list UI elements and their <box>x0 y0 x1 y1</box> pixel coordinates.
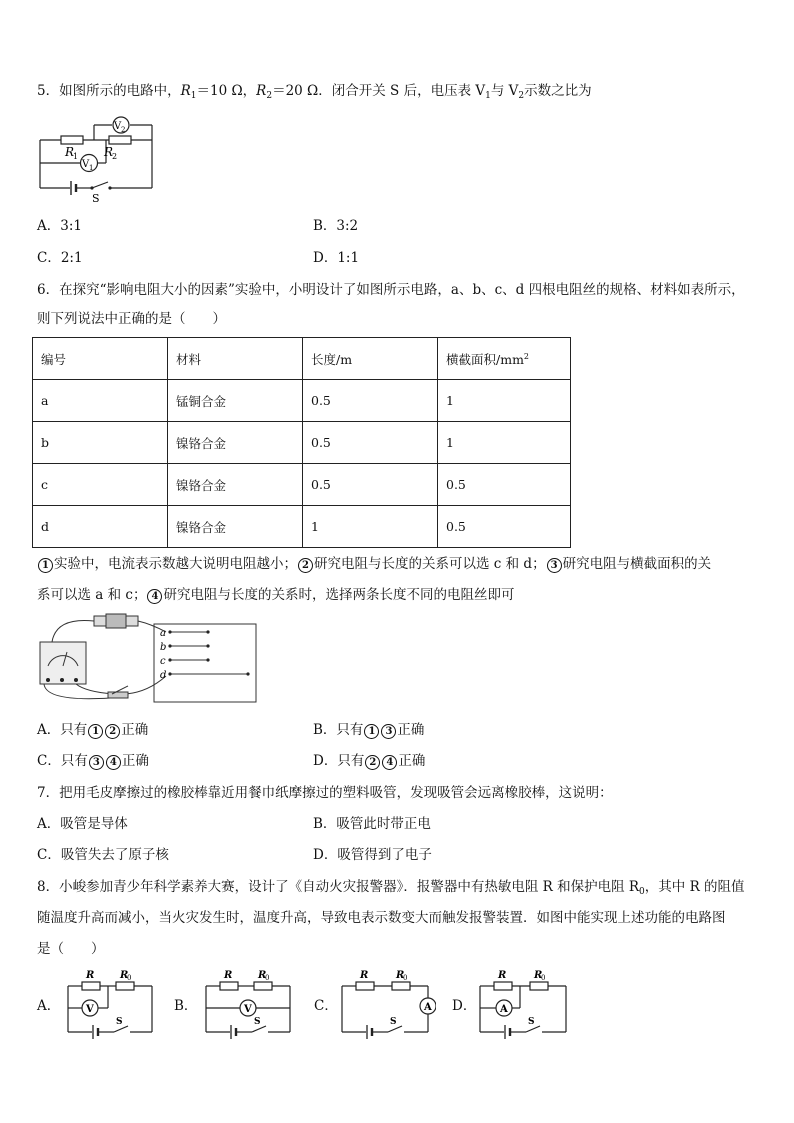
svg-text:R: R <box>120 970 129 981</box>
svg-text:R: R <box>224 970 233 981</box>
q6-wire-label-b: b <box>160 642 167 653</box>
q5-option-b[interactable]: B．3:2 <box>313 218 359 234</box>
q7-stem: 7．把用毛皮摩擦过的橡胶棒靠近用餐巾纸摩擦过的塑料吸管，发现吸管会远离橡胶棒，这说明： <box>37 785 613 801</box>
svg-text:V: V <box>86 1004 94 1015</box>
q8-stem-line3: 是（ ） <box>37 941 105 957</box>
table-header: 横截面积$/mm^2$ <box>438 338 571 380</box>
table-cell: 1 <box>438 422 571 464</box>
svg-text:S: S <box>390 1017 397 1027</box>
table-cell: 0.5 <box>303 464 438 506</box>
q5-label-r1: R <box>65 145 75 159</box>
q8-option-c-circuit[interactable] <box>336 962 436 1046</box>
table-cell: 0.5 <box>303 380 438 422</box>
table-cell: 镍铬合金 <box>168 422 303 464</box>
svg-text:1: 1 <box>73 152 79 161</box>
svg-text:A: A <box>424 1002 432 1013</box>
table-row <box>33 422 571 464</box>
q8-option-b-circuit[interactable] <box>200 962 296 1046</box>
q6-experiment-figure <box>36 612 262 712</box>
q6-spec-table <box>32 337 571 548</box>
table-cell: 锰铜合金 <box>168 380 303 422</box>
table-cell: 1 <box>438 380 571 422</box>
q6-option-d[interactable]: D．只有 2 4 正确 <box>313 753 426 769</box>
q5-label-v2: V <box>114 121 122 132</box>
table-cell: d <box>33 506 168 548</box>
q6-wire-label-a: a <box>160 628 166 639</box>
q8-option-d-circuit[interactable] <box>474 962 574 1046</box>
svg-text:0: 0 <box>127 974 132 982</box>
table-cell: 镍铬合金 <box>168 464 303 506</box>
q5-stem: 5．如图所示的电路中，$R_1=10$ Ω，$R_2=20$ Ω．闭合开关 S 后，电压表 $V_1$与 $V_2$示数之比为 <box>37 83 592 101</box>
q8-option-b-label[interactable]: B． <box>174 998 198 1014</box>
svg-text:1: 1 <box>89 164 94 172</box>
table-cell: 镍铬合金 <box>168 506 303 548</box>
table-cell: 0.5 <box>303 422 438 464</box>
q5-circuit-figure <box>34 113 158 203</box>
q5-option-c[interactable]: C．2:1 <box>37 250 83 266</box>
svg-text:R: R <box>498 970 507 981</box>
q8-option-d-label[interactable]: D． <box>452 998 477 1014</box>
q5-label-v1: V <box>82 159 90 170</box>
table-row <box>33 464 571 506</box>
table-header: 长度/m <box>303 338 438 380</box>
q8-option-a-label[interactable]: A． <box>37 998 61 1014</box>
svg-text:R: R <box>534 970 543 981</box>
table-cell: 1 <box>303 506 438 548</box>
q8-option-c-label[interactable]: C． <box>314 998 338 1014</box>
svg-text:0: 0 <box>265 974 270 982</box>
svg-text:S: S <box>528 1017 535 1027</box>
table-cell: c <box>33 464 168 506</box>
svg-text:0: 0 <box>403 974 408 982</box>
table-header: 材料 <box>168 338 303 380</box>
q6-option-b[interactable]: B．只有 1 3 正确 <box>313 722 425 738</box>
q5-option-d[interactable]: D．1:1 <box>313 250 360 266</box>
q5-option-a[interactable]: A．3:1 <box>37 218 82 234</box>
table-row <box>33 380 571 422</box>
q6-stem-line2: 则下列说法中正确的是（ ） <box>37 311 226 327</box>
q5-resistor-r1 <box>61 136 83 144</box>
q7-option-a[interactable]: A．吸管是导体 <box>37 816 128 832</box>
table-cell: b <box>33 422 168 464</box>
table-header: 编号 <box>33 338 168 380</box>
table-cell: 0.5 <box>438 506 571 548</box>
svg-text:S: S <box>116 1017 123 1027</box>
q6-option-a[interactable]: A．只有 1 2 正确 <box>37 722 149 738</box>
q6-statements-line1: 1 实验中，电流表示数越大说明电阻越小； 2 研究电阻与长度的关系可以选 c 和 d； 3 研究电阻与横截面积的关 <box>37 555 711 573</box>
q8-stem-line1: 8．小峻参加青少年科学素养大赛，设计了《自动火灾报警器》．报警器中有热敏电阻 R 和保护电阻 $R_0$，其中 R 的阻值 <box>37 879 745 897</box>
svg-text:R: R <box>258 970 267 981</box>
table-cell: 0.5 <box>438 464 571 506</box>
q8-stem-line2: 随温度升高而减小，当火灾发生时，温度升高，导致电表示数变大而触发报警装置．如图中能实现上述功能的电路图 <box>37 910 726 926</box>
svg-text:A: A <box>500 1004 508 1015</box>
q6-wire-label-c: c <box>160 656 166 667</box>
svg-text:2: 2 <box>112 152 118 161</box>
q7-option-d[interactable]: D．吸管得到了电子 <box>313 847 432 863</box>
svg-text:2: 2 <box>121 126 126 134</box>
q5-resistor-r2 <box>109 136 131 144</box>
q7-option-c[interactable]: C．吸管失去了原子核 <box>37 847 169 863</box>
svg-text:S: S <box>254 1017 261 1027</box>
svg-text:0: 0 <box>541 974 546 982</box>
q8-option-a-circuit[interactable] <box>62 962 158 1046</box>
q5-label-r2: R <box>104 145 114 159</box>
q6-wire-label-d: d <box>160 670 167 681</box>
q7-option-b[interactable]: B．吸管此时带正电 <box>313 816 431 832</box>
q6-statements-line2: 系可以选 a 和 c； 4 研究电阻与长度的关系时，选择两条长度不同的电阻丝即可 <box>37 587 515 603</box>
q6-stem-line1: 6．在探究“影响电阻大小的因素”实验中，小明设计了如图所示电路，a、b、c、d 四根电阻丝的规格、材料如表所示， <box>37 282 745 298</box>
svg-text:R: R <box>360 970 369 981</box>
q6-option-c[interactable]: C．只有 3 4 正确 <box>37 753 149 769</box>
table-header-row <box>33 338 571 380</box>
svg-text:R: R <box>86 970 95 981</box>
svg-text:R: R <box>396 970 405 981</box>
table-row <box>33 506 571 548</box>
svg-text:V: V <box>244 1004 252 1015</box>
table-cell: a <box>33 380 168 422</box>
q5-label-s: S <box>92 192 100 203</box>
q6-wire-board <box>154 624 256 702</box>
